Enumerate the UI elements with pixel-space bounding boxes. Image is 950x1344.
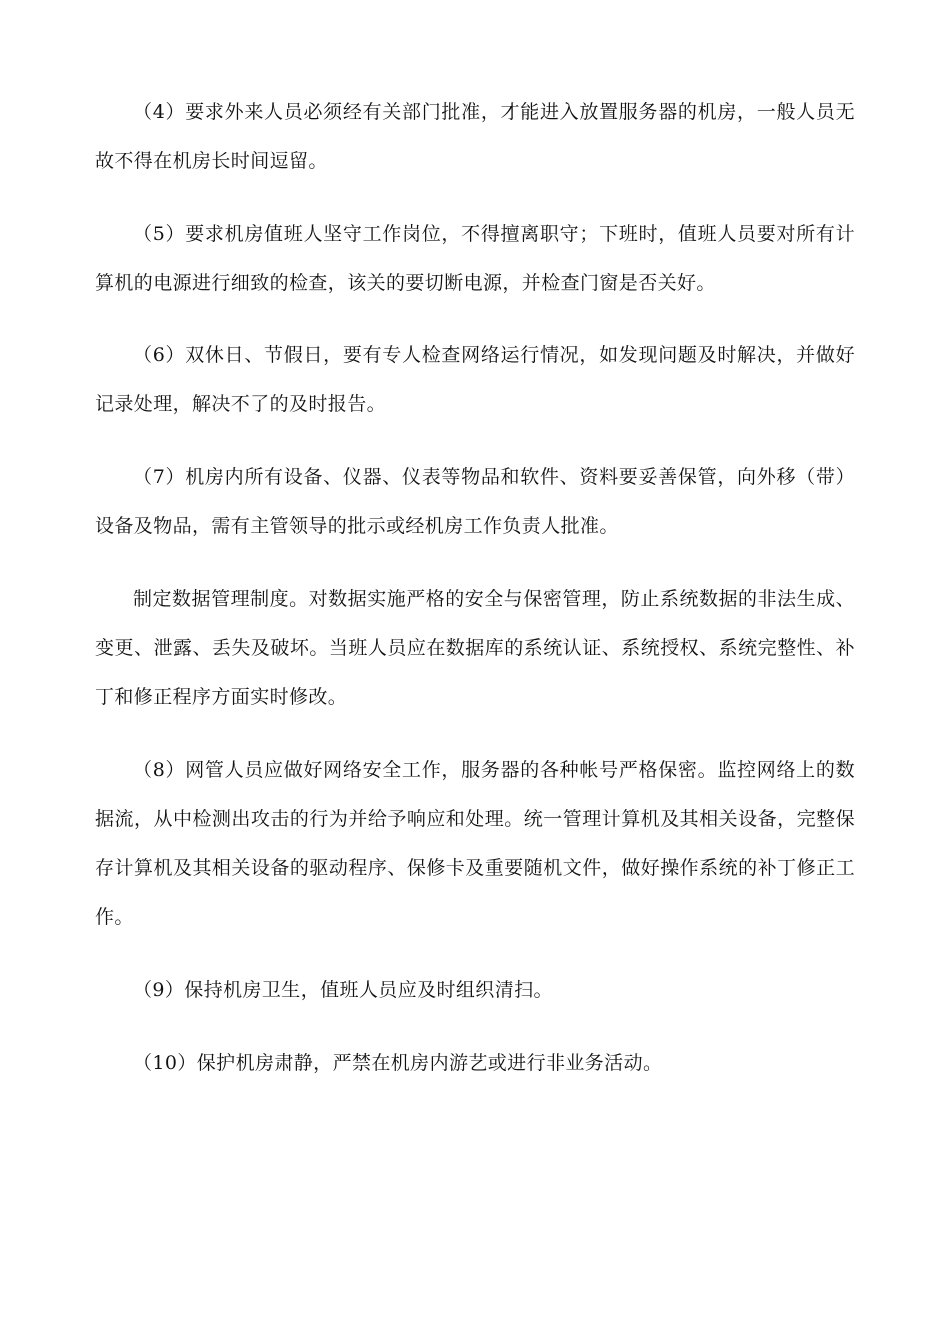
paragraph-rule-4: （4）要求外来人员必须经有关部门批准，才能进入放置服务器的机房，一般人员无故不得在机房长时间逗留。 bbox=[95, 101, 855, 172]
paragraph-rule-9: （9）保持机房卫生，值班人员应及时组织清扫。 bbox=[133, 979, 553, 1001]
paragraph-rule-6: （6）双休日、节假日，要有专人检查网络运行情况，如发现问题及时解决，并做好记录处理，解决不了的及时报告。 bbox=[95, 344, 855, 415]
paragraph-rule-5: （5）要求机房值班人坚守工作岗位，不得擅离职守；下班时，值班人员要对所有计算机的电源进行细致的检查，该关的要切断电源，并检查门窗是否关好。 bbox=[95, 223, 855, 294]
paragraph-data-management: 制定数据管理制度。对数据实施严格的安全与保密管理，防止系统数据的非法生成、变更、泄露、丢失及破坏。当班人员应在数据库的系统认证、系统授权、系统完整性、补丁和修正程序方面实时修改。 bbox=[95, 588, 855, 708]
paragraph-rule-10: （10）保护机房肃静，严禁在机房内游艺或进行非业务活动。 bbox=[133, 1052, 663, 1074]
paragraph-rule-7: （7）机房内所有设备、仪器、仪表等物品和软件、资料要妥善保管，向外移（带）设备及物品，需有主管领导的批示或经机房工作负责人批准。 bbox=[95, 466, 855, 537]
paragraph-rule-8: （8）网管人员应做好网络安全工作，服务器的各种帐号严格保密。监控网络上的数据流，从中检测出攻击的行为并给予响应和处理。统一管理计算机及其相关设备，完整保存计算机及其相关设备的驱动程序、保修卡及重要随机文件，做好操作系统的补丁修正工作。 bbox=[95, 759, 855, 928]
